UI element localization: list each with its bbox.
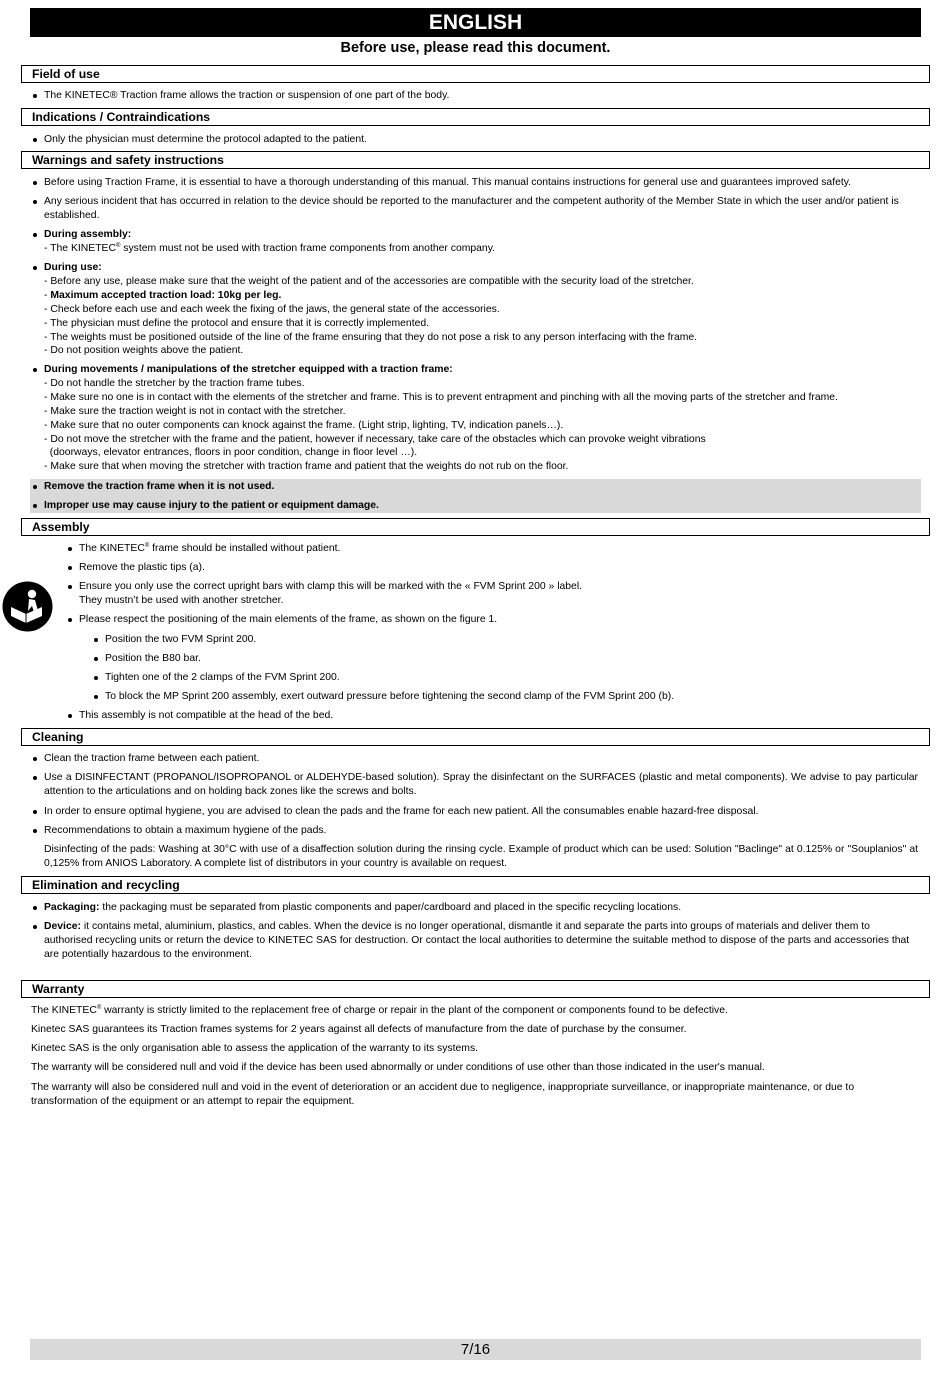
text-line: - Make sure no one is in contact with the elements of the stretcher and frame. This is to prevent entrapment and pinching with all the moving parts of the stretcher and frame. <box>44 391 838 403</box>
paragraph: The warranty will be considered null and void if the device has been used abnormally or under conditions of use other than those indicated in the user's manual. <box>31 1062 765 1073</box>
section-heading-warranty: Warranty <box>21 980 930 998</box>
section-heading-field-of-use: Field of use <box>21 65 930 83</box>
list-item: Please respect the positioning of the main elements of the frame, as shown on the figure 1. <box>66 613 931 627</box>
text-line: (doorways, elevator entrances, floors in poor condition, change in floor level …). <box>44 447 418 459</box>
list-item-during-movements <box>31 363 918 474</box>
list-item: The KINETEC® frame should be installed without patient. <box>66 542 931 556</box>
text-line: - Do not move the stretcher with the frame and the patient, however if necessary, take care of the obstacles which can provoke weight vibrations <box>44 433 706 445</box>
section-heading-cleaning: Cleaning <box>21 728 930 746</box>
list-item-during-use <box>31 261 918 358</box>
list-item: Position the B80 bar. <box>92 652 931 666</box>
list-item: Tighten one of the 2 clamps of the FVM Sprint 200. <box>92 671 931 685</box>
text-line: - The KINETEC® system must not be used with traction frame components from another company. <box>44 242 496 254</box>
text-line: - Do not position weights above the patient. <box>44 345 244 357</box>
list-item: Clean the traction frame between each patient. <box>31 752 918 766</box>
paragraph: Kinetec SAS is the only organisation able to assess the application of the warranty to its systems. <box>31 1043 479 1054</box>
list-item: Any serious incident that has occurred in relation to the device should be reported to the manufacturer and the competent authority of the Member State in which the user and/or patient is established. <box>31 195 918 223</box>
text-line: - Make sure that no outer components can knock against the frame. (Light strip, lighting, TV, indication panels…). <box>44 419 564 431</box>
list-item: The KINETEC® Traction frame allows the traction or suspension of one part of the body. <box>31 89 918 103</box>
list-item: This assembly is not compatible at the head of the bed. <box>66 709 931 723</box>
list-item: Use a DISINFECTANT (PROPANOL/ISOPROPANOL or ALDEHYDE-based solution). Spray the disinfectant on the SURFACES (plastic and metal components). We advise to pay particular attention to the articulations and on holding back zones like the screws and bolts. <box>31 771 918 799</box>
list-item: Packaging: the packaging must be separated from plastic components and paper/cardboard and placed in the specific recycling locations. <box>31 901 918 915</box>
text-line: - Make sure that when moving the stretcher with traction frame and patient that the weights do not rub on the floor. <box>44 461 569 473</box>
section-heading-assembly: Assembly <box>21 518 930 536</box>
page-subtitle: Before use, please read this document. <box>340 40 611 56</box>
list-item: Recommendations to obtain a maximum hygiene of the pads. <box>31 824 918 838</box>
paragraph: The KINETEC® warranty is strictly limited to the replacement free of charge or repair in the plant of the component or components found to be defective. <box>31 1005 728 1016</box>
list-item: Position the two FVM Sprint 200. <box>92 633 931 647</box>
list-item: Before using Traction Frame, it is essential to have a thorough understanding of this manual. This manual contains instructions for general use and guarantees improved safety. <box>31 176 918 190</box>
text-line: - Before any use, please make sure that the weight of the patient and of the accessories are compatible with the security load of the stretcher. <box>44 275 694 287</box>
list-item: Remove the plastic tips (a). <box>66 561 931 575</box>
text-line: - Make sure the traction weight is not in contact with the stretcher. <box>44 405 346 417</box>
text-line: - Do not handle the stretcher by the traction frame tubes. <box>44 377 305 389</box>
section-heading-warnings: Warnings and safety instructions <box>21 151 930 169</box>
section-heading-elimination: Elimination and recycling <box>21 876 930 894</box>
list-item: To block the MP Sprint 200 assembly, exert outward pressure before tightening the second clamp of the FVM Sprint 200 (b). <box>92 690 931 704</box>
subsection-title: During assembly: <box>44 229 132 240</box>
list-item: Device: it contains metal, aluminium, plastics, and cables. When the device is no longer operational, dismantle it and separate the parts into groups of materials and deliver them to authorised recycling units or return the device to KINETEC SAS for destruction. Or contact the local authorities to determine the suitable method to dispose of the parts and accessories that are potentially hazardous to the environment. <box>31 920 918 962</box>
section-heading-indications: Indications / Contraindications <box>21 108 930 126</box>
text-line: - The physician must define the protocol and ensure that it is correctly implemented. <box>44 317 430 329</box>
list-item: Only the physician must determine the protocol adapted to the patient. <box>31 133 918 147</box>
list-item-during-assembly <box>31 228 918 256</box>
paragraph: Disinfecting of the pads: Washing at 30°C with use of a disaffection solution during the rinsing cycle. Example of product which can be used: Solution "Baclinge" at 0.125% or "Souplanios" at 0,125% from ANIOS Laboratory. A complete list of distributors in your country is available on request. <box>44 844 918 869</box>
paragraph: The warranty will also be considered null and void in the event of deterioration or an accident due to negligence, inappropriate surveillance, or inappropriate maintenance, or due to transformation of the equipment or an attempt to repair the equipment. <box>31 1082 855 1107</box>
list-item: In order to ensure optimal hygiene, you are advised to clean the pads and the frame for each new patient. All the consumables enable hazard-free disposal. <box>31 805 918 819</box>
text-line: - Maximum accepted traction load: 10kg per leg. <box>44 289 282 301</box>
read-manual-icon <box>2 581 53 632</box>
page-number: 7/16 <box>30 1339 921 1360</box>
page-title: ENGLISH <box>30 8 921 37</box>
highlight-item: Remove the traction frame when it is not used. <box>31 480 918 494</box>
highlight-item: Improper use may cause injury to the patient or equipment damage. <box>31 499 918 513</box>
text-line: - Check before each use and each week the fixing of the jaws, the general state of the accessories. <box>44 303 500 315</box>
subsection-title: During movements / manipulations of the stretcher equipped with a traction frame: <box>44 364 453 375</box>
paragraph: Kinetec SAS guarantees its Traction frames systems for 2 years against all defects of manufacture from the date of purchase by the consumer. <box>31 1024 687 1035</box>
list-item: Ensure you only use the correct upright bars with clamp this will be marked with the « FVM Sprint 200 » label. They mustn’t be used with another stretcher. <box>66 580 931 608</box>
subsection-title: During use: <box>44 262 102 273</box>
text-line: - The weights must be positioned outside of the line of the frame ensuring that they do not pose a risk to any person interfacing with the frame. <box>44 331 698 343</box>
